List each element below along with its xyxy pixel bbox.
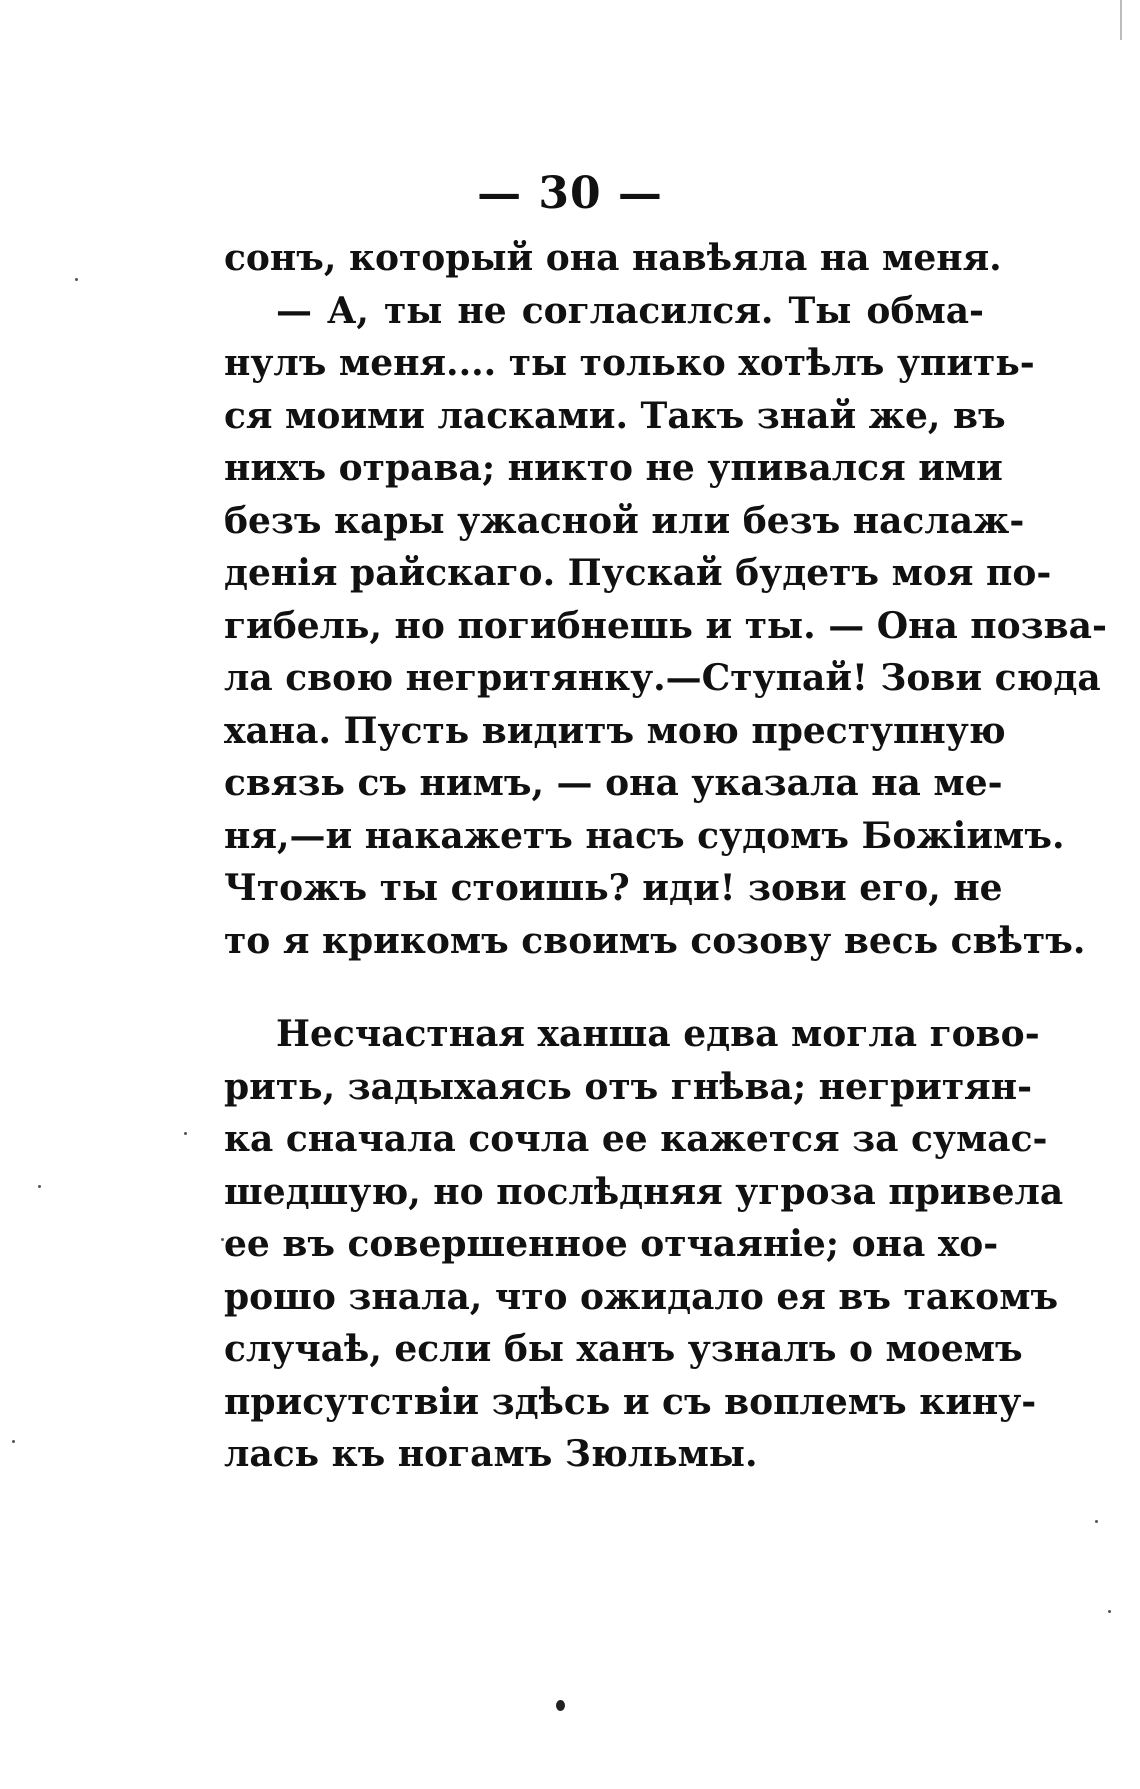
speck [221,1238,224,1241]
text-line: безъ кары ужасной или безъ наслаж- [224,499,1025,542]
text-line: то я крикомъ своимъ созову весь свѣтъ. [224,919,1086,962]
text-line: ка сначала сочла ее кажется за сумас- [224,1118,1048,1160]
text-line: гибель, но погибнешь и ты. — Она позва- [224,604,1107,647]
speck [184,1132,187,1135]
text-line: шедшую, но послѣдняя угроза привела [224,1170,1064,1213]
text-line: ее въ совершенное отчаяніе; она хо- [224,1223,999,1265]
page-edge-mark [1120,0,1122,40]
paragraph-2 [224,1008,1064,1481]
text-line: нихъ отрава; никто не упивался ими [224,447,1003,489]
text-line: Несчастная ханша едва могла гово- [276,1013,1040,1055]
text-line: денія райскаго. Пускай будетъ моя по- [224,552,1052,594]
text-line: хана. Пусть видитъ мою преступную [224,709,1006,752]
text-line: сонъ, который она навѣяла на меня. [224,237,1002,279]
paragraph-1 [224,232,1107,967]
text-line: ня,—и накажетъ насъ судомъ Божіимъ. [224,814,1065,857]
text-line: рить, задыхаясь отъ гнѣва; негритян- [224,1065,1033,1108]
text-line: — А, ты не согласился. Ты обма- [276,289,984,332]
text-line: связь съ нимъ, — она указала на ме- [224,762,1003,804]
speck [38,1185,41,1188]
text-line: нулъ меня.... ты только хотѣлъ упить- [224,342,1035,384]
speck [1095,1520,1098,1523]
page-number: — 30 — [477,168,663,219]
text-line: ла свою негритянку.—Ступай! Зови сюда [224,657,1101,699]
speck [12,1440,15,1443]
speck [1108,1610,1111,1613]
text-line: случаѣ, если бы ханъ узналъ о моемъ [224,1328,1023,1370]
text-line: рошо знала, что ожидало ея въ такомъ [224,1275,1059,1318]
text-line: присутствіи здѣсь и съ воплемъ кину- [224,1380,1037,1423]
text-line: ся моими ласками. Такъ знай же, въ [224,394,1006,437]
ink-dot [556,1700,565,1711]
speck [75,278,78,281]
text-line: Чтожъ ты стоишь? иди! зови его, не [224,867,1003,909]
text-line: лась къ ногамъ Зюльмы. [224,1433,758,1475]
